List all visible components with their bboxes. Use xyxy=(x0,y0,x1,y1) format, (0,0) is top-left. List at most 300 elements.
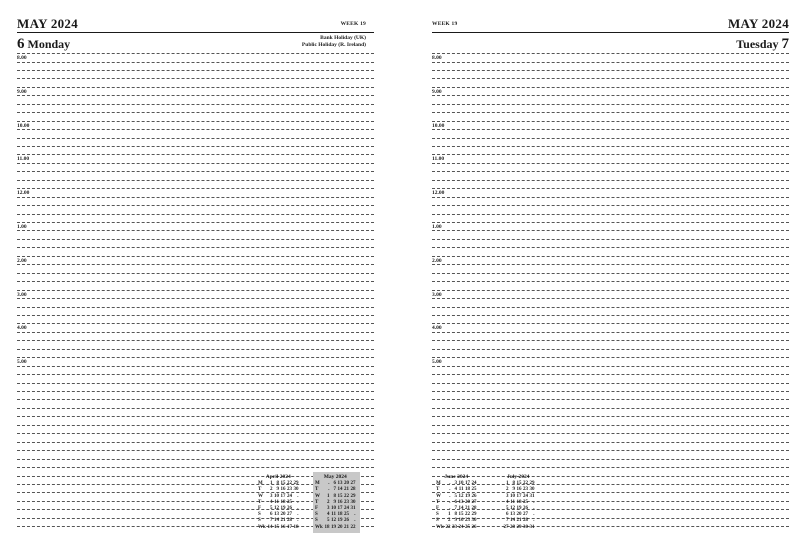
writing-line[interactable] xyxy=(432,383,789,384)
mini-calendar-date: 10 xyxy=(331,506,336,512)
mini-calendar-date: 7 xyxy=(270,518,273,524)
writing-line[interactable] xyxy=(17,222,374,223)
mini-calendar-date: 8 xyxy=(333,493,336,499)
hour-label: 5.00 xyxy=(432,359,442,366)
weekday-label: Wk xyxy=(258,524,266,530)
writing-line[interactable] xyxy=(432,188,789,189)
mini-calendar-date: . xyxy=(328,487,330,493)
writing-line[interactable] xyxy=(432,433,789,434)
mini-calendar-date: 1 xyxy=(506,481,509,487)
mini-calendar-date: 30 xyxy=(529,487,535,493)
writing-line[interactable] xyxy=(432,332,789,333)
mini-calendar-date: 18 xyxy=(516,499,522,505)
writing-line[interactable] xyxy=(17,87,374,88)
mini-calendar-date: . xyxy=(533,518,535,524)
mini-calendar-date: 26 xyxy=(471,524,477,530)
mini-calendar-date: 5 xyxy=(454,493,457,499)
mini-calendar-date: 15 xyxy=(280,481,286,487)
hour-label: 4.00 xyxy=(17,325,27,332)
mini-calendar-date: 4 xyxy=(454,487,457,493)
writing-line[interactable] xyxy=(17,399,374,400)
mini-calendar-date: 15 xyxy=(337,493,343,499)
writing-line[interactable] xyxy=(17,70,374,71)
mini-calendar-date: 5 xyxy=(327,518,330,524)
writing-line[interactable] xyxy=(17,416,374,417)
mini-calendar-date: 21 xyxy=(280,518,286,524)
mini-calendar-date: 8 xyxy=(276,481,279,487)
mini-calendar-date: 31 xyxy=(350,506,356,512)
mini-calendar-date: 13 xyxy=(274,512,279,518)
mini-calendar-date: 27 xyxy=(523,512,528,518)
mini-calendar-date: 19 xyxy=(337,518,343,524)
hour-label: 1.00 xyxy=(432,224,442,230)
writing-line[interactable] xyxy=(432,53,789,54)
writing-line[interactable] xyxy=(17,298,374,299)
writing-line[interactable] xyxy=(17,459,374,460)
mini-calendar-date: 29 xyxy=(471,512,477,518)
writing-line[interactable] xyxy=(432,247,789,248)
writing-line[interactable] xyxy=(432,171,789,172)
weekday-label: S xyxy=(315,518,318,524)
writing-line[interactable] xyxy=(17,247,374,248)
writing-line[interactable] xyxy=(432,121,789,122)
mini-calendar-date: 31 xyxy=(529,524,535,530)
mini-calendar-date: 27 xyxy=(503,524,509,530)
writing-line[interactable] xyxy=(432,281,789,282)
writing-line[interactable] xyxy=(432,70,789,71)
mini-calendar-date: 21 xyxy=(516,518,522,524)
writing-line[interactable] xyxy=(432,205,789,206)
weekday-label: M xyxy=(315,481,320,487)
mini-calendar-date: 2 xyxy=(327,499,330,505)
mini-calendar-date: 26 xyxy=(344,518,349,524)
mini-calendar-date: 11 xyxy=(458,487,464,493)
mini-calendar-date: . xyxy=(533,512,535,518)
mini-calendar-date: 3 xyxy=(506,493,509,499)
mini-calendar-date: 12 xyxy=(331,518,336,524)
weekday-label: T xyxy=(315,499,319,505)
month-heading: MAY 2024 xyxy=(727,16,789,31)
writing-line[interactable] xyxy=(17,121,374,122)
writing-line[interactable] xyxy=(17,180,374,181)
writing-line[interactable] xyxy=(432,450,789,451)
writing-line[interactable] xyxy=(17,408,374,409)
weekday-label: W xyxy=(436,493,441,499)
hour-label: 8.00 xyxy=(432,55,442,61)
weekday-label: W xyxy=(258,493,263,499)
writing-line[interactable] xyxy=(432,416,789,417)
writing-line[interactable] xyxy=(432,357,789,358)
mini-calendar-date: 24 xyxy=(287,493,292,499)
mini-calendar-date: 19 xyxy=(280,506,286,512)
writing-line[interactable] xyxy=(17,78,374,79)
mini-calendar-date: 4 xyxy=(270,499,273,505)
mini-calendar-date: 7 xyxy=(454,506,457,512)
weekday-label: F xyxy=(436,506,440,512)
writing-line[interactable] xyxy=(17,163,374,164)
day-name: Tuesday xyxy=(736,37,779,51)
mini-calendar-date: 24 xyxy=(344,506,349,512)
mini-calendar-date: 17 xyxy=(516,493,522,499)
mini-calendar-date: . xyxy=(533,506,535,512)
mini-calendar-date: 22 xyxy=(350,524,356,530)
mini-calendar-row xyxy=(436,525,477,531)
writing-line[interactable] xyxy=(432,214,789,215)
mini-calendar-date: 18 xyxy=(280,499,286,505)
mini-calendar-date: 20 xyxy=(344,481,349,487)
mini-calendar-date: 5 xyxy=(270,506,273,512)
mini-calendar-date: 13 xyxy=(458,499,464,505)
hour-label: 5.00 xyxy=(17,359,27,366)
mini-calendar-date: 23 xyxy=(465,518,470,524)
mini-calendar-date: 2 xyxy=(448,518,451,524)
mini-calendar-date: 21 xyxy=(344,487,349,493)
mini-calendar-date: 28 xyxy=(510,524,515,530)
hour-label: 3.00 xyxy=(17,291,27,298)
writing-line[interactable] xyxy=(432,197,789,198)
mini-calendar-date: 10 xyxy=(458,481,464,487)
writing-line[interactable] xyxy=(17,273,374,274)
mini-calendar-date: 29 xyxy=(293,481,299,487)
mini-calendar-date: 16 xyxy=(516,487,522,493)
mini-calendar-date: 24 xyxy=(471,481,477,487)
mini-calendar-date: 16 xyxy=(280,487,286,493)
writing-line[interactable] xyxy=(17,290,374,291)
writing-line[interactable] xyxy=(432,526,789,527)
writing-line[interactable] xyxy=(17,383,374,384)
mini-calendar-date: 25 xyxy=(344,512,349,518)
mini-calendar-date: 22 xyxy=(523,481,528,487)
mini-calendar-date: 3 xyxy=(327,506,330,512)
writing-line[interactable] xyxy=(432,315,789,316)
holiday-note: Public Holiday (R. Ireland) xyxy=(301,42,366,48)
writing-line[interactable] xyxy=(432,408,789,409)
writing-line[interactable] xyxy=(17,256,374,257)
header-rule xyxy=(17,32,374,33)
mini-calendar-date: . xyxy=(449,487,451,493)
mini-calendar-date: 4 xyxy=(506,499,509,505)
mini-calendar-date: 12 xyxy=(510,506,515,512)
writing-line[interactable] xyxy=(432,323,789,324)
day-number: 6 xyxy=(17,36,25,52)
writing-line[interactable] xyxy=(432,518,789,519)
mini-calendar-date: 1 xyxy=(448,512,451,518)
writing-line[interactable] xyxy=(17,95,374,96)
writing-line[interactable] xyxy=(17,467,374,468)
mini-calendar-date: 10 xyxy=(274,493,279,499)
mini-calendar-date: 17 xyxy=(287,524,292,530)
mini-calendar-date: 22 xyxy=(344,493,349,499)
writing-line[interactable] xyxy=(17,391,374,392)
mini-calendar-may xyxy=(313,472,360,533)
hour-label: 11.00 xyxy=(432,156,445,163)
writing-line[interactable] xyxy=(432,87,789,88)
writing-line[interactable] xyxy=(432,138,789,139)
writing-line[interactable] xyxy=(432,163,789,164)
mini-calendar-date: 22 xyxy=(465,512,470,518)
mini-calendar-date: 3 xyxy=(270,493,273,499)
mini-calendar-date: 30 xyxy=(293,487,299,493)
writing-line[interactable] xyxy=(432,180,789,181)
mini-calendar-date: 19 xyxy=(465,493,470,499)
mini-calendar-date: 25 xyxy=(523,499,528,505)
weekday-label: S xyxy=(436,518,439,524)
mini-calendar-june xyxy=(436,474,477,531)
mini-calendar-date: 2 xyxy=(506,487,509,493)
mini-calendar-date: 25 xyxy=(287,499,292,505)
mini-calendar-date: 23 xyxy=(452,524,457,530)
weekday-label: S xyxy=(258,518,261,524)
mini-calendar-date: 29 xyxy=(516,524,522,530)
mini-calendar-date: 9 xyxy=(276,487,279,493)
writing-line[interactable] xyxy=(432,442,789,443)
mini-calendar-date: . xyxy=(449,506,451,512)
mini-calendar-date: 7 xyxy=(506,518,509,524)
mini-calendar-date: 30 xyxy=(471,518,477,524)
mini-calendar-date: 25 xyxy=(471,487,477,493)
mini-calendar-date: 24 xyxy=(523,493,528,499)
month-heading: MAY 2024 xyxy=(17,16,79,31)
writing-line[interactable] xyxy=(17,374,374,375)
mini-calendar-date: 6 xyxy=(270,512,273,518)
mini-calendar-date: 28 xyxy=(471,506,477,512)
writing-line[interactable] xyxy=(432,484,789,485)
writing-line[interactable] xyxy=(432,222,789,223)
hour-label: 12.00 xyxy=(432,190,445,197)
week-label: WEEK 19 xyxy=(340,21,366,27)
writing-line[interactable] xyxy=(17,205,374,206)
mini-calendar-date: 26 xyxy=(287,506,292,512)
mini-calendar-date: 16 xyxy=(458,518,464,524)
weekday-label: T xyxy=(258,487,262,493)
hour-label: 9.00 xyxy=(432,88,442,95)
writing-line[interactable] xyxy=(432,290,789,291)
weekday-label: M xyxy=(436,481,441,487)
mini-calendar-date: 26 xyxy=(471,493,477,499)
mini-calendar-date: 19 xyxy=(331,524,336,530)
mini-calendar-july xyxy=(502,474,535,531)
mini-calendar-date: . xyxy=(354,512,356,518)
writing-line[interactable] xyxy=(17,425,374,426)
writing-line[interactable] xyxy=(17,307,374,308)
writing-line[interactable] xyxy=(432,459,789,460)
mini-calendar-date: 9 xyxy=(512,487,515,493)
writing-line[interactable] xyxy=(17,138,374,139)
writing-line[interactable] xyxy=(432,239,789,240)
writing-line[interactable] xyxy=(17,450,374,451)
mini-calendar-date: 5 xyxy=(506,506,509,512)
writing-line[interactable] xyxy=(17,197,374,198)
writing-line[interactable] xyxy=(432,391,789,392)
writing-line[interactable] xyxy=(17,171,374,172)
hour-label: 10.00 xyxy=(17,122,30,129)
mini-calendar-date: 14 xyxy=(458,506,464,512)
writing-line[interactable] xyxy=(17,62,374,63)
header-rule xyxy=(432,32,789,33)
left-diary-page xyxy=(17,0,374,544)
mini-calendar-date: 27 xyxy=(350,481,356,487)
writing-line[interactable] xyxy=(432,273,789,274)
writing-line[interactable] xyxy=(17,349,374,350)
writing-line[interactable] xyxy=(432,349,789,350)
mini-calendar-date: 6 xyxy=(333,481,336,487)
day-name: Monday xyxy=(27,37,71,51)
writing-line[interactable] xyxy=(432,62,789,63)
writing-line[interactable] xyxy=(432,146,789,147)
writing-line[interactable] xyxy=(17,214,374,215)
mini-calendar-date: 31 xyxy=(529,493,535,499)
hour-label: 11.00 xyxy=(17,156,30,163)
mini-calendar-date: 23 xyxy=(523,487,528,493)
writing-line[interactable] xyxy=(432,230,789,231)
mini-calendar-date: . xyxy=(328,481,330,487)
hour-label: 4.00 xyxy=(432,325,442,332)
weekday-label: Wk xyxy=(436,524,444,530)
mini-calendar-title: July 2024 xyxy=(507,474,530,480)
weekday-label: S xyxy=(436,512,439,518)
mini-calendar-date: 27 xyxy=(287,512,292,518)
weekday-label: Wk xyxy=(315,524,323,530)
writing-line[interactable] xyxy=(432,78,789,79)
writing-line[interactable] xyxy=(17,104,374,105)
writing-line[interactable] xyxy=(17,442,374,443)
writing-line[interactable] xyxy=(432,154,789,155)
writing-line[interactable] xyxy=(432,298,789,299)
mini-calendar-date: 14 xyxy=(267,524,273,530)
hour-label: 2.00 xyxy=(17,257,27,264)
mini-calendar-date: 13 xyxy=(510,512,515,518)
weekday-label: T xyxy=(436,499,440,505)
hour-label: 3.00 xyxy=(432,291,442,298)
writing-line[interactable] xyxy=(432,374,789,375)
mini-calendar-date: 14 xyxy=(274,518,279,524)
hour-label: 2.00 xyxy=(432,257,442,264)
mini-calendar-date: 17 xyxy=(465,481,470,487)
writing-line[interactable] xyxy=(17,154,374,155)
weekday-label: T xyxy=(258,499,262,505)
mini-calendar-date: 21 xyxy=(344,524,349,530)
writing-line[interactable] xyxy=(432,399,789,400)
mini-calendar-date: . xyxy=(449,481,451,487)
weekday-label: T xyxy=(315,487,319,493)
weekday-label: T xyxy=(436,487,440,493)
mini-calendar-date: 30 xyxy=(523,524,528,530)
weekday-label: M xyxy=(258,481,263,487)
mini-calendar-date: 18 xyxy=(324,524,330,530)
mini-calendar-date: 24 xyxy=(458,524,464,530)
mini-calendar-date: . xyxy=(297,493,299,499)
mini-calendar-date: 20 xyxy=(280,512,286,518)
mini-calendar-date: 14 xyxy=(510,518,515,524)
mini-calendar-date: 6 xyxy=(506,512,509,518)
weekday-label: S xyxy=(258,512,261,518)
mini-calendar-date: 6 xyxy=(454,499,457,505)
mini-calendar-date: 26 xyxy=(523,506,528,512)
writing-line[interactable] xyxy=(432,340,789,341)
mini-calendar-date: 27 xyxy=(471,499,477,505)
mini-calendar-date: 23 xyxy=(344,499,349,505)
writing-line[interactable] xyxy=(17,188,374,189)
mini-calendar-date: 4 xyxy=(327,512,330,518)
day-number: 7 xyxy=(781,36,789,52)
writing-line[interactable] xyxy=(432,366,789,367)
writing-line[interactable] xyxy=(432,425,789,426)
writing-line[interactable] xyxy=(17,239,374,240)
writing-line[interactable] xyxy=(17,53,374,54)
mini-calendar-date: 18 xyxy=(293,524,299,530)
mini-calendar-date: . xyxy=(297,518,299,524)
weekday-label: W xyxy=(315,493,320,499)
mini-calendar-date: 16 xyxy=(280,524,286,530)
mini-calendar-date: 12 xyxy=(274,506,279,512)
mini-calendar-date: . xyxy=(297,506,299,512)
writing-line[interactable] xyxy=(432,104,789,105)
mini-calendar-date: 15 xyxy=(274,524,279,530)
weekday-label: F xyxy=(315,506,319,512)
writing-line[interactable] xyxy=(17,230,374,231)
mini-calendar-date: 29 xyxy=(529,481,535,487)
writing-line[interactable] xyxy=(432,501,789,502)
writing-line[interactable] xyxy=(17,340,374,341)
mini-calendar-date: 12 xyxy=(458,493,464,499)
mini-calendar-date: 23 xyxy=(287,487,292,493)
mini-calendar-date: 20 xyxy=(337,524,343,530)
mini-calendar-title: June 2024 xyxy=(444,474,469,480)
mini-calendar-date: 11 xyxy=(510,499,515,505)
mini-calendar-date: 10 xyxy=(510,493,515,499)
mini-calendar-date: 15 xyxy=(516,481,522,487)
mini-calendar-date: 16 xyxy=(337,499,343,505)
writing-line[interactable] xyxy=(17,112,374,113)
mini-calendar-date: 14 xyxy=(337,487,343,493)
mini-calendar-date: 2 xyxy=(270,487,273,493)
mini-calendar-row xyxy=(315,525,356,531)
hour-label: 9.00 xyxy=(17,88,27,95)
mini-calendar-date: 7 xyxy=(333,487,336,493)
writing-line[interactable] xyxy=(17,332,374,333)
mini-calendar-date: 19 xyxy=(516,506,522,512)
writing-line[interactable] xyxy=(17,129,374,130)
writing-line[interactable] xyxy=(432,476,789,477)
writing-line[interactable] xyxy=(432,264,789,265)
writing-line[interactable] xyxy=(432,112,789,113)
writing-line[interactable] xyxy=(432,95,789,96)
mini-calendar-date: 29 xyxy=(350,493,356,499)
writing-line[interactable] xyxy=(432,256,789,257)
writing-line[interactable] xyxy=(17,146,374,147)
mini-calendar-row xyxy=(502,525,535,531)
mini-calendar-date: 28 xyxy=(523,518,528,524)
writing-line[interactable] xyxy=(17,366,374,367)
day-heading xyxy=(17,36,70,53)
mini-calendar-date: . xyxy=(354,518,356,524)
writing-line[interactable] xyxy=(17,323,374,324)
writing-line[interactable] xyxy=(432,509,789,510)
writing-line[interactable] xyxy=(432,129,789,130)
writing-line[interactable] xyxy=(17,433,374,434)
writing-line[interactable] xyxy=(17,281,374,282)
writing-line[interactable] xyxy=(432,467,789,468)
mini-calendar-date: 8 xyxy=(454,512,457,518)
writing-line[interactable] xyxy=(17,315,374,316)
writing-line[interactable] xyxy=(432,307,789,308)
writing-line[interactable] xyxy=(17,264,374,265)
mini-calendar-date: . xyxy=(297,512,299,518)
writing-line[interactable] xyxy=(432,492,789,493)
mini-calendar-date: 21 xyxy=(465,506,470,512)
writing-line[interactable] xyxy=(17,357,374,358)
mini-calendar-date: . xyxy=(533,499,535,505)
